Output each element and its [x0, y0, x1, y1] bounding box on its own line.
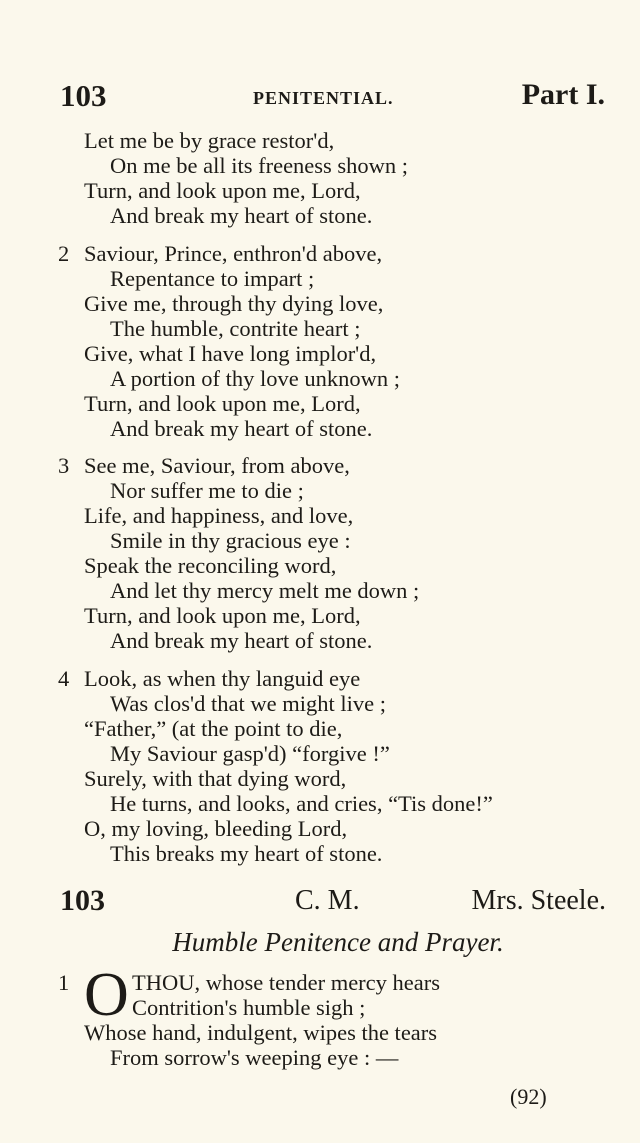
verse-line: This breaks my heart of stone.	[110, 840, 383, 866]
verse-number: 3	[58, 453, 70, 478]
verse-line: And break my heart of stone.	[110, 628, 373, 653]
verse-line: The humble, contrite heart ;	[110, 315, 361, 341]
verse-line: Look, as when thy languid eye 4	[58, 665, 361, 691]
verse-line: Smile in thy gracious eye :	[110, 528, 351, 553]
hymn-text	[58, 128, 618, 1070]
verse-line: THOU, whose tender mercy hears	[132, 969, 441, 995]
verse-line: Life, and happiness, and love,	[84, 503, 354, 528]
hymn-number: 103	[60, 883, 105, 917]
folio: (92)	[510, 1084, 547, 1109]
stanza	[58, 666, 618, 866]
hymn-meter: C. M.	[295, 884, 360, 916]
verse-line: And let thy mercy melt me down ;	[110, 578, 420, 603]
verse-line: Contrition's humble sigh ;	[132, 994, 366, 1020]
verse-number: 2	[58, 240, 70, 266]
page-header	[60, 78, 605, 118]
page-number: 103	[60, 78, 107, 113]
hymn-title: Humble Penitence and Prayer.	[172, 926, 504, 957]
verse-line: See me, Saviour, from above, 3	[58, 453, 350, 478]
verse-line: From sorrow's weeping eye : —	[110, 1044, 399, 1070]
verse-line: A portion of thy love unknown ;	[110, 365, 400, 391]
verse-line: Turn, and look upon me, Lord,	[84, 178, 361, 203]
verse-line: Give me, through thy dying love,	[84, 290, 384, 316]
hymn-header	[58, 882, 618, 920]
verse-lines	[58, 1020, 618, 1070]
stanza	[58, 128, 618, 228]
verse-line: And break my heart of stone.	[110, 203, 373, 228]
verse-line: Speak the reconciling word,	[84, 553, 337, 578]
verse-line: Surely, with that dying word,	[84, 765, 347, 791]
verse-number: 4	[58, 665, 70, 691]
verse-line: Turn, and look upon me, Lord,	[84, 390, 361, 416]
part-label: Part I.	[521, 78, 605, 111]
verse-line: My Saviour gasp'd) “forgive !”	[110, 740, 390, 766]
verse-line: Repentance to impart ;	[110, 265, 315, 291]
drop-cap: O	[84, 960, 129, 1029]
verse-line: Was clos'd that we might live ;	[110, 690, 386, 716]
verse-line: Whose hand, indulgent, wipes the tears	[84, 1019, 438, 1045]
stanza	[58, 453, 618, 653]
verse-line: Turn, and look upon me, Lord,	[84, 603, 361, 628]
running-title: PENITENTIAL.	[253, 88, 394, 108]
hymn-author: Mrs. Steele.	[471, 884, 606, 916]
verse-line: Nor suffer me to die ;	[110, 478, 304, 503]
verse-line: O, my loving, bleeding Lord,	[84, 815, 348, 841]
stanza-list	[58, 128, 618, 866]
verse-line: “Father,” (at the point to die,	[84, 715, 343, 741]
verse-line: Saviour, Prince, enthron'd above, 2	[58, 240, 383, 266]
verse-line: Give, what I have long implor'd,	[84, 340, 377, 366]
first-verse	[58, 960, 618, 1070]
verse-number: 1	[58, 969, 70, 995]
verse-line: And break my heart of stone.	[110, 415, 373, 441]
verse-line: He turns, and looks, and cries, “Tis done!”	[110, 790, 493, 816]
stanza	[58, 241, 618, 441]
verse-line: On me be all its freeness shown ;	[110, 153, 409, 178]
verse-line: Let me be by grace restor'd,	[84, 128, 335, 153]
